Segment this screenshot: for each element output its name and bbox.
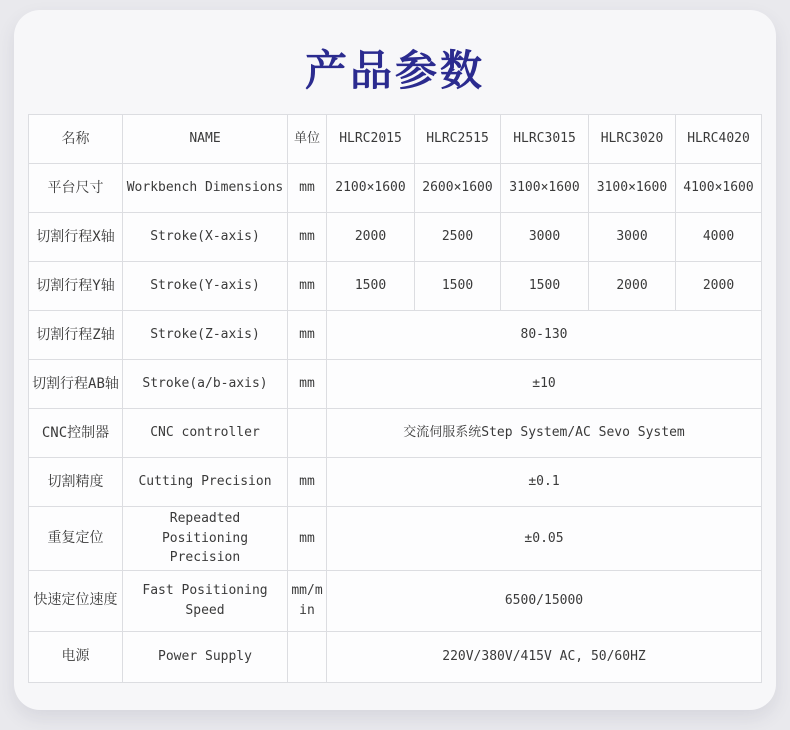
value-cell: 3000 bbox=[501, 213, 589, 262]
table-row bbox=[29, 631, 762, 682]
value-cell: 4000 bbox=[676, 213, 762, 262]
value-cell: 2000 bbox=[327, 213, 415, 262]
unit-cell: mm bbox=[288, 311, 327, 360]
row-name-cell: 切割行程X轴 bbox=[29, 213, 123, 262]
table-row bbox=[29, 164, 762, 213]
row-en-cell: Stroke(Y-axis) bbox=[123, 262, 288, 311]
merged-value-cell: 交流伺服系统Step System/AC Sevo System bbox=[327, 409, 762, 458]
product-card bbox=[14, 10, 776, 710]
value-cell: 3000 bbox=[589, 213, 676, 262]
row-name-cell: 切割行程AB轴 bbox=[29, 360, 123, 409]
merged-value-cell: ±0.1 bbox=[327, 458, 762, 507]
header-cell-0: 名称 bbox=[29, 115, 123, 164]
header-row bbox=[29, 115, 762, 164]
value-cell: 2500 bbox=[415, 213, 501, 262]
unit-cell: mm bbox=[288, 164, 327, 213]
row-name-cell: 切割行程Z轴 bbox=[29, 311, 123, 360]
merged-value-cell: 220V/380V/415V AC, 50/60HZ bbox=[327, 631, 762, 682]
header-cell-6: HLRC3020 bbox=[589, 115, 676, 164]
value-cell: 2000 bbox=[676, 262, 762, 311]
unit-cell: mm bbox=[288, 213, 327, 262]
header-cell-4: HLRC2515 bbox=[415, 115, 501, 164]
unit-cell: mm bbox=[288, 360, 327, 409]
table-row bbox=[29, 507, 762, 571]
row-en-cell: Stroke(Z-axis) bbox=[123, 311, 288, 360]
header-cell-2: 单位 bbox=[288, 115, 327, 164]
value-cell: 1500 bbox=[501, 262, 589, 311]
unit-cell: mm bbox=[288, 458, 327, 507]
row-en-cell: Fast Positioning Speed bbox=[123, 570, 288, 631]
table-row bbox=[29, 311, 762, 360]
value-cell: 1500 bbox=[415, 262, 501, 311]
row-en-cell: CNC controller bbox=[123, 409, 288, 458]
row-en-cell: Stroke(a/b-axis) bbox=[123, 360, 288, 409]
unit-cell bbox=[288, 631, 327, 682]
row-en-cell: Cutting Precision bbox=[123, 458, 288, 507]
spec-table-head bbox=[29, 115, 762, 164]
header-cell-5: HLRC3015 bbox=[501, 115, 589, 164]
merged-value-cell: ±0.05 bbox=[327, 507, 762, 571]
value-cell: 3100×1600 bbox=[501, 164, 589, 213]
row-en-cell: Repeadted Positioning Precision bbox=[123, 507, 288, 571]
value-cell: 3100×1600 bbox=[589, 164, 676, 213]
value-cell: 1500 bbox=[327, 262, 415, 311]
row-name-cell: 快速定位速度 bbox=[29, 570, 123, 631]
unit-cell: mm/min bbox=[288, 570, 327, 631]
row-en-cell: Workbench Dimensions bbox=[123, 164, 288, 213]
page-title: 产品参数 bbox=[304, 46, 485, 95]
row-name-cell: 重复定位 bbox=[29, 507, 123, 571]
row-en-cell: Stroke(X-axis) bbox=[123, 213, 288, 262]
merged-value-cell: 6500/15000 bbox=[327, 570, 762, 631]
row-name-cell: 电源 bbox=[29, 631, 123, 682]
table-row bbox=[29, 360, 762, 409]
row-name-cell: CNC控制器 bbox=[29, 409, 123, 458]
value-cell: 4100×1600 bbox=[676, 164, 762, 213]
value-cell: 2600×1600 bbox=[415, 164, 501, 213]
row-en-cell: Power Supply bbox=[123, 631, 288, 682]
table-row bbox=[29, 262, 762, 311]
row-name-cell: 切割精度 bbox=[29, 458, 123, 507]
spec-table-body bbox=[29, 164, 762, 683]
unit-cell: mm bbox=[288, 507, 327, 571]
row-name-cell: 平台尺寸 bbox=[29, 164, 123, 213]
header-cell-1: NAME bbox=[123, 115, 288, 164]
table-row bbox=[29, 409, 762, 458]
unit-cell bbox=[288, 409, 327, 458]
table-row bbox=[29, 570, 762, 631]
table-row bbox=[29, 213, 762, 262]
unit-cell: mm bbox=[288, 262, 327, 311]
value-cell: 2100×1600 bbox=[327, 164, 415, 213]
table-row bbox=[29, 458, 762, 507]
merged-value-cell: ±10 bbox=[327, 360, 762, 409]
value-cell: 2000 bbox=[589, 262, 676, 311]
header-cell-7: HLRC4020 bbox=[676, 115, 762, 164]
header-cell-3: HLRC2015 bbox=[327, 115, 415, 164]
merged-value-cell: 80-130 bbox=[327, 311, 762, 360]
row-name-cell: 切割行程Y轴 bbox=[29, 262, 123, 311]
spec-table bbox=[28, 114, 762, 683]
